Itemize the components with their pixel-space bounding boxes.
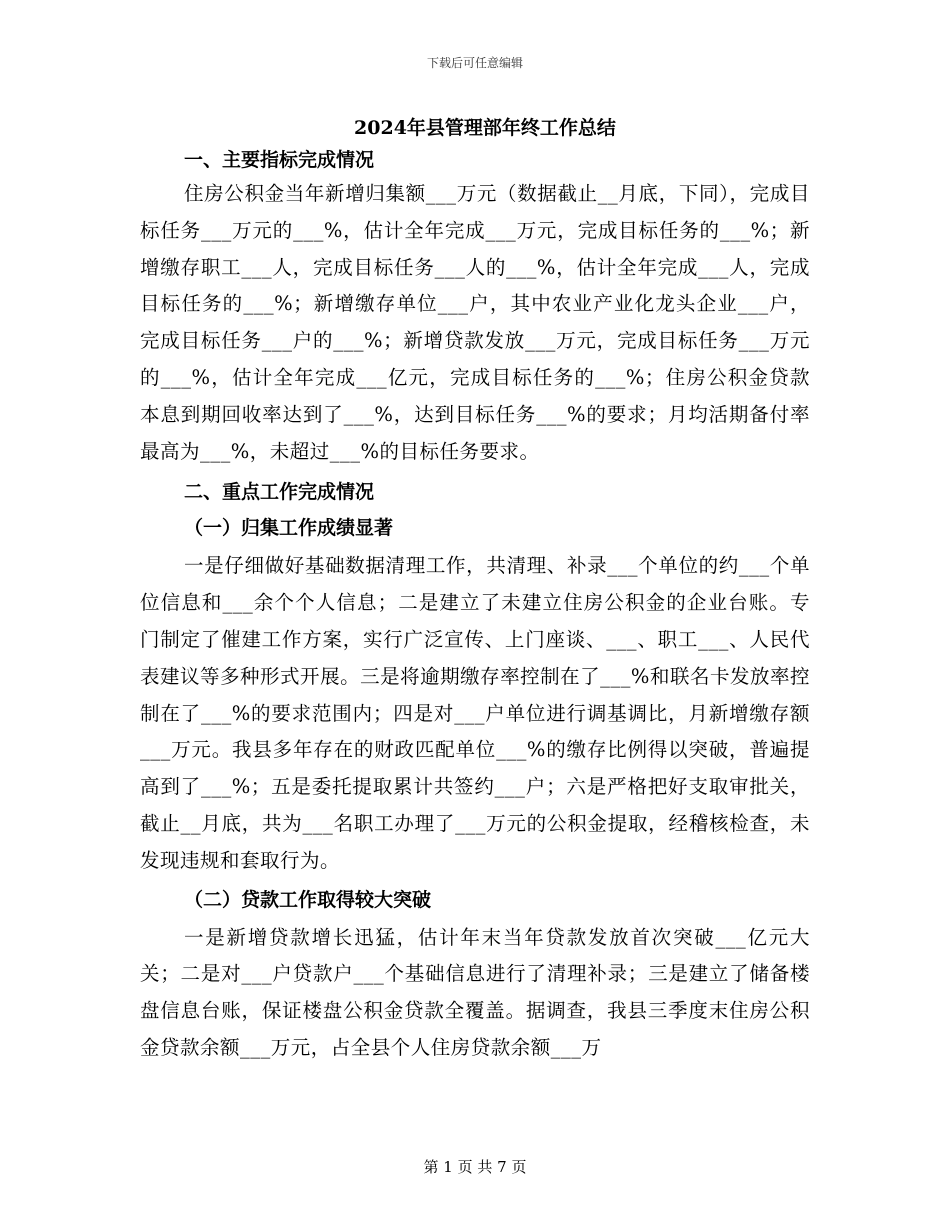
header-note: 下载后可任意编辑 — [426, 56, 523, 70]
subheading-collection-work: （一）归集工作成绩显著 — [184, 517, 394, 540]
section-heading-main-indicators: 一、主要指标完成情况 — [184, 149, 375, 171]
paragraph-collection-work: 一是仔细做好基础数据清理工作，共清理、补录___个单位的约___个单位信息和___余个个人信息；二是建立了未建立住房公积金的企业台账。专门制定了催建工作方案，实行广泛宣传、上门座谈、___、职工___、人民代表建议等多种形式开展。三是将逾期缴存率控制在了___%和联名卡发放率控制在了___%的要求范围内；四是对___户单位进行调基调比，月新增缴存额___万元。我县多年存在的财政匹配单位___%的缴存比例得以突破，普遍提高到了___%；五是委托提取累计共签约___户；六是严格把好支取审批关，截止__月底，共为___名职工办理了___万元的公积金提取，经稽核检查，未发现违规和套取行为。 — [140, 554, 810, 872]
subheading-loan-work: （二）贷款工作取得较大突破 — [184, 888, 432, 911]
section-heading-key-work: 二、重点工作完成情况 — [184, 481, 375, 504]
paragraph-main-indicators: 住房公积金当年新增归集额___万元（数据截止__月底，下同），完成目标任务___万元的___%，估计全年完成___万元，完成目标任务的___%；新增缴存职工___人，完成目标任务___人的___%，估计全年完成___人，完成目标任务的___%；新增缴存单位___户，其中农业产业化龙头企业___户，完成目标任务___户的___%；新增贷款发放___万元，完成目标任务___万元的___%，估计全年完成___亿元，完成目标任务的___%；住房公积金贷款本息到期回收率达到了___%，达到目标任务___%的要求；月均活期备付率最高为___%，未超过___%的目标任务要求。 — [140, 182, 810, 463]
page-number: 第 1 页 共 7 页 — [423, 1158, 527, 1176]
document-title: 2024年县管理部年终工作总结 — [354, 117, 616, 139]
paragraph-loan-work: 一是新增贷款增长迅猛，估计年末当年贷款发放首次突破___亿元大关；二是对___户贷款户___个基础信息进行了清理补录；三是建立了储备楼盘信息台账，保证楼盘公积金贷款全覆盖。据调查，我县三季度末住房公积金贷款余额___万元，占全县个人住房贷款余额___万 — [140, 925, 810, 1059]
document-body — [140, 112, 810, 1067]
